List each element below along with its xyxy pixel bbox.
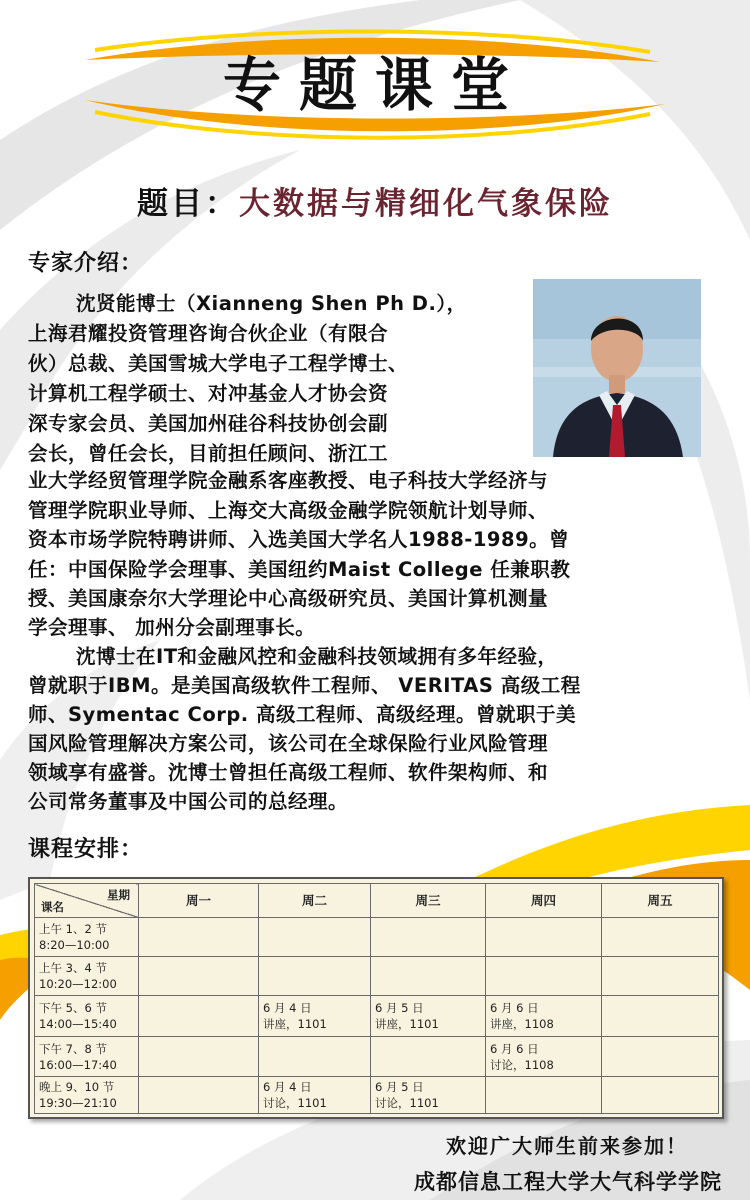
day-header-wed: 周三 (371, 884, 486, 918)
page-title: 专题课堂 (222, 51, 527, 119)
expert-line-15: 师、Symentac Corp. 高级工程师、高级经理。曾就职于美 (28, 703, 576, 726)
expert-line-11: 授、美国康奈尔大学理论中心高级研究员、美国计算机测量 (28, 587, 549, 610)
expert-line-17: 领域享有盛誉。沈博士曾担任高级工程师、软件架构师、和 (28, 761, 549, 784)
corner-weekday-label: 星期 (107, 888, 130, 902)
corner-course-label: 课名 (41, 900, 64, 914)
slot-cell (259, 918, 371, 957)
slot-cell (259, 957, 371, 996)
expert-line-2: 上海君耀投资管理咨询合伙企业（有限合 (28, 322, 389, 345)
slot-cell (139, 996, 259, 1037)
table-row (35, 1077, 719, 1114)
expert-line-10: 任：中国保险学会理事、美国纽约Maist College 任兼职教 (28, 558, 571, 581)
expert-heading: 专家介绍： (28, 251, 144, 276)
expert-line-16: 国风险管理解决方案公司，该公司在全球保险行业风险管理 (28, 732, 549, 755)
topic (0, 178, 750, 223)
expert-line-1: 沈贤能博士（Xianneng Shen Ph D.）， (76, 292, 467, 315)
period-cell: 上午 1、2 节 8:20—10:00 (35, 918, 139, 957)
portrait-photo-icon (533, 279, 701, 457)
period-cell: 上午 3、4 节 10:20—12:00 (35, 957, 139, 996)
slot-cell (602, 918, 719, 957)
slot-cell (602, 1077, 719, 1114)
school-name: 成都信息工程大学大气科学学院 (414, 1170, 722, 1194)
slot-cell (486, 957, 602, 996)
slot-cell: 6 月 4 日 讲座，1101 (259, 996, 371, 1037)
topic-label: 题目： (137, 186, 239, 222)
expert-line-12: 学会理事、 加州分会副理事长。 (28, 616, 316, 639)
expert-line-14: 曾就职于IBM。是美国高级软件工程师、 VERITAS 高级工程 (28, 674, 581, 697)
slot-cell (486, 1077, 602, 1114)
day-header-mon: 周一 (139, 884, 259, 918)
table-row (35, 957, 719, 996)
slot-cell (139, 957, 259, 996)
schedule-heading: 课程安排： (28, 837, 144, 862)
slot-cell: 6 月 6 日 讲座，1108 (486, 996, 602, 1037)
welcome-message: 欢迎广大师生前来参加！ (446, 1134, 688, 1158)
expert-line-18: 公司常务董事及中国公司的总经理。 (28, 790, 349, 813)
expert-portrait (533, 279, 701, 457)
slot-cell (371, 918, 486, 957)
slot-cell: 6 月 6 日 讨论，1108 (486, 1037, 602, 1077)
table-row (35, 996, 719, 1037)
period-cell: 下午 5、6 节 14:00—15:40 (35, 996, 139, 1037)
slot-cell (602, 957, 719, 996)
expert-line-4: 计算机工程学硕士、对冲基金人才协会资 (28, 382, 389, 405)
schedule-table-frame (28, 877, 724, 1119)
schedule-table (34, 883, 719, 1114)
day-header-tue: 周二 (259, 884, 371, 918)
day-header-fri: 周五 (602, 884, 719, 918)
expert-line-8: 管理学院职业导师、上海交大高级金融学院领航计划导师、 (28, 499, 549, 522)
table-row (35, 918, 719, 957)
expert-line-3: 伙）总裁、美国雪城大学电子工程学博士、 (28, 352, 409, 375)
slot-cell: 6 月 5 日 讨论，1101 (371, 1077, 486, 1114)
slot-cell (371, 957, 486, 996)
table-row (35, 1037, 719, 1077)
topic-value: 大数据与精细化气象保险 (239, 186, 613, 222)
schedule-header-row (35, 884, 719, 918)
slot-cell (259, 1037, 371, 1077)
expert-line-6: 会长，曾任会长，目前担任顾问、浙江工 (28, 442, 389, 465)
schedule-corner-cell (35, 884, 139, 918)
slot-cell (602, 996, 719, 1037)
slot-cell (371, 1037, 486, 1077)
slot-cell (602, 1037, 719, 1077)
slot-cell: 6 月 5 日 讲座，1101 (371, 996, 486, 1037)
slot-cell (139, 1037, 259, 1077)
slot-cell (139, 918, 259, 957)
period-cell: 下午 7、8 节 16:00—17:40 (35, 1037, 139, 1077)
day-header-thu: 周四 (486, 884, 602, 918)
period-cell: 晚上 9、10 节 19:30—21:10 (35, 1077, 139, 1114)
slot-cell: 6 月 4 日 讨论，1101 (259, 1077, 371, 1114)
slot-cell (486, 918, 602, 957)
expert-line-9: 资本市场学院特聘讲师、入选美国大学名人1988-1989。曾 (28, 528, 570, 551)
expert-line-7: 业大学经贸管理学院金融系客座教授、电子科技大学经济与 (28, 469, 549, 492)
expert-line-5: 深专家会员、美国加州硅谷科技协创会副 (28, 412, 389, 435)
expert-line-13: 沈博士在IT和金融风控和金融科技领域拥有多年经验， (76, 645, 558, 668)
slot-cell (139, 1077, 259, 1114)
